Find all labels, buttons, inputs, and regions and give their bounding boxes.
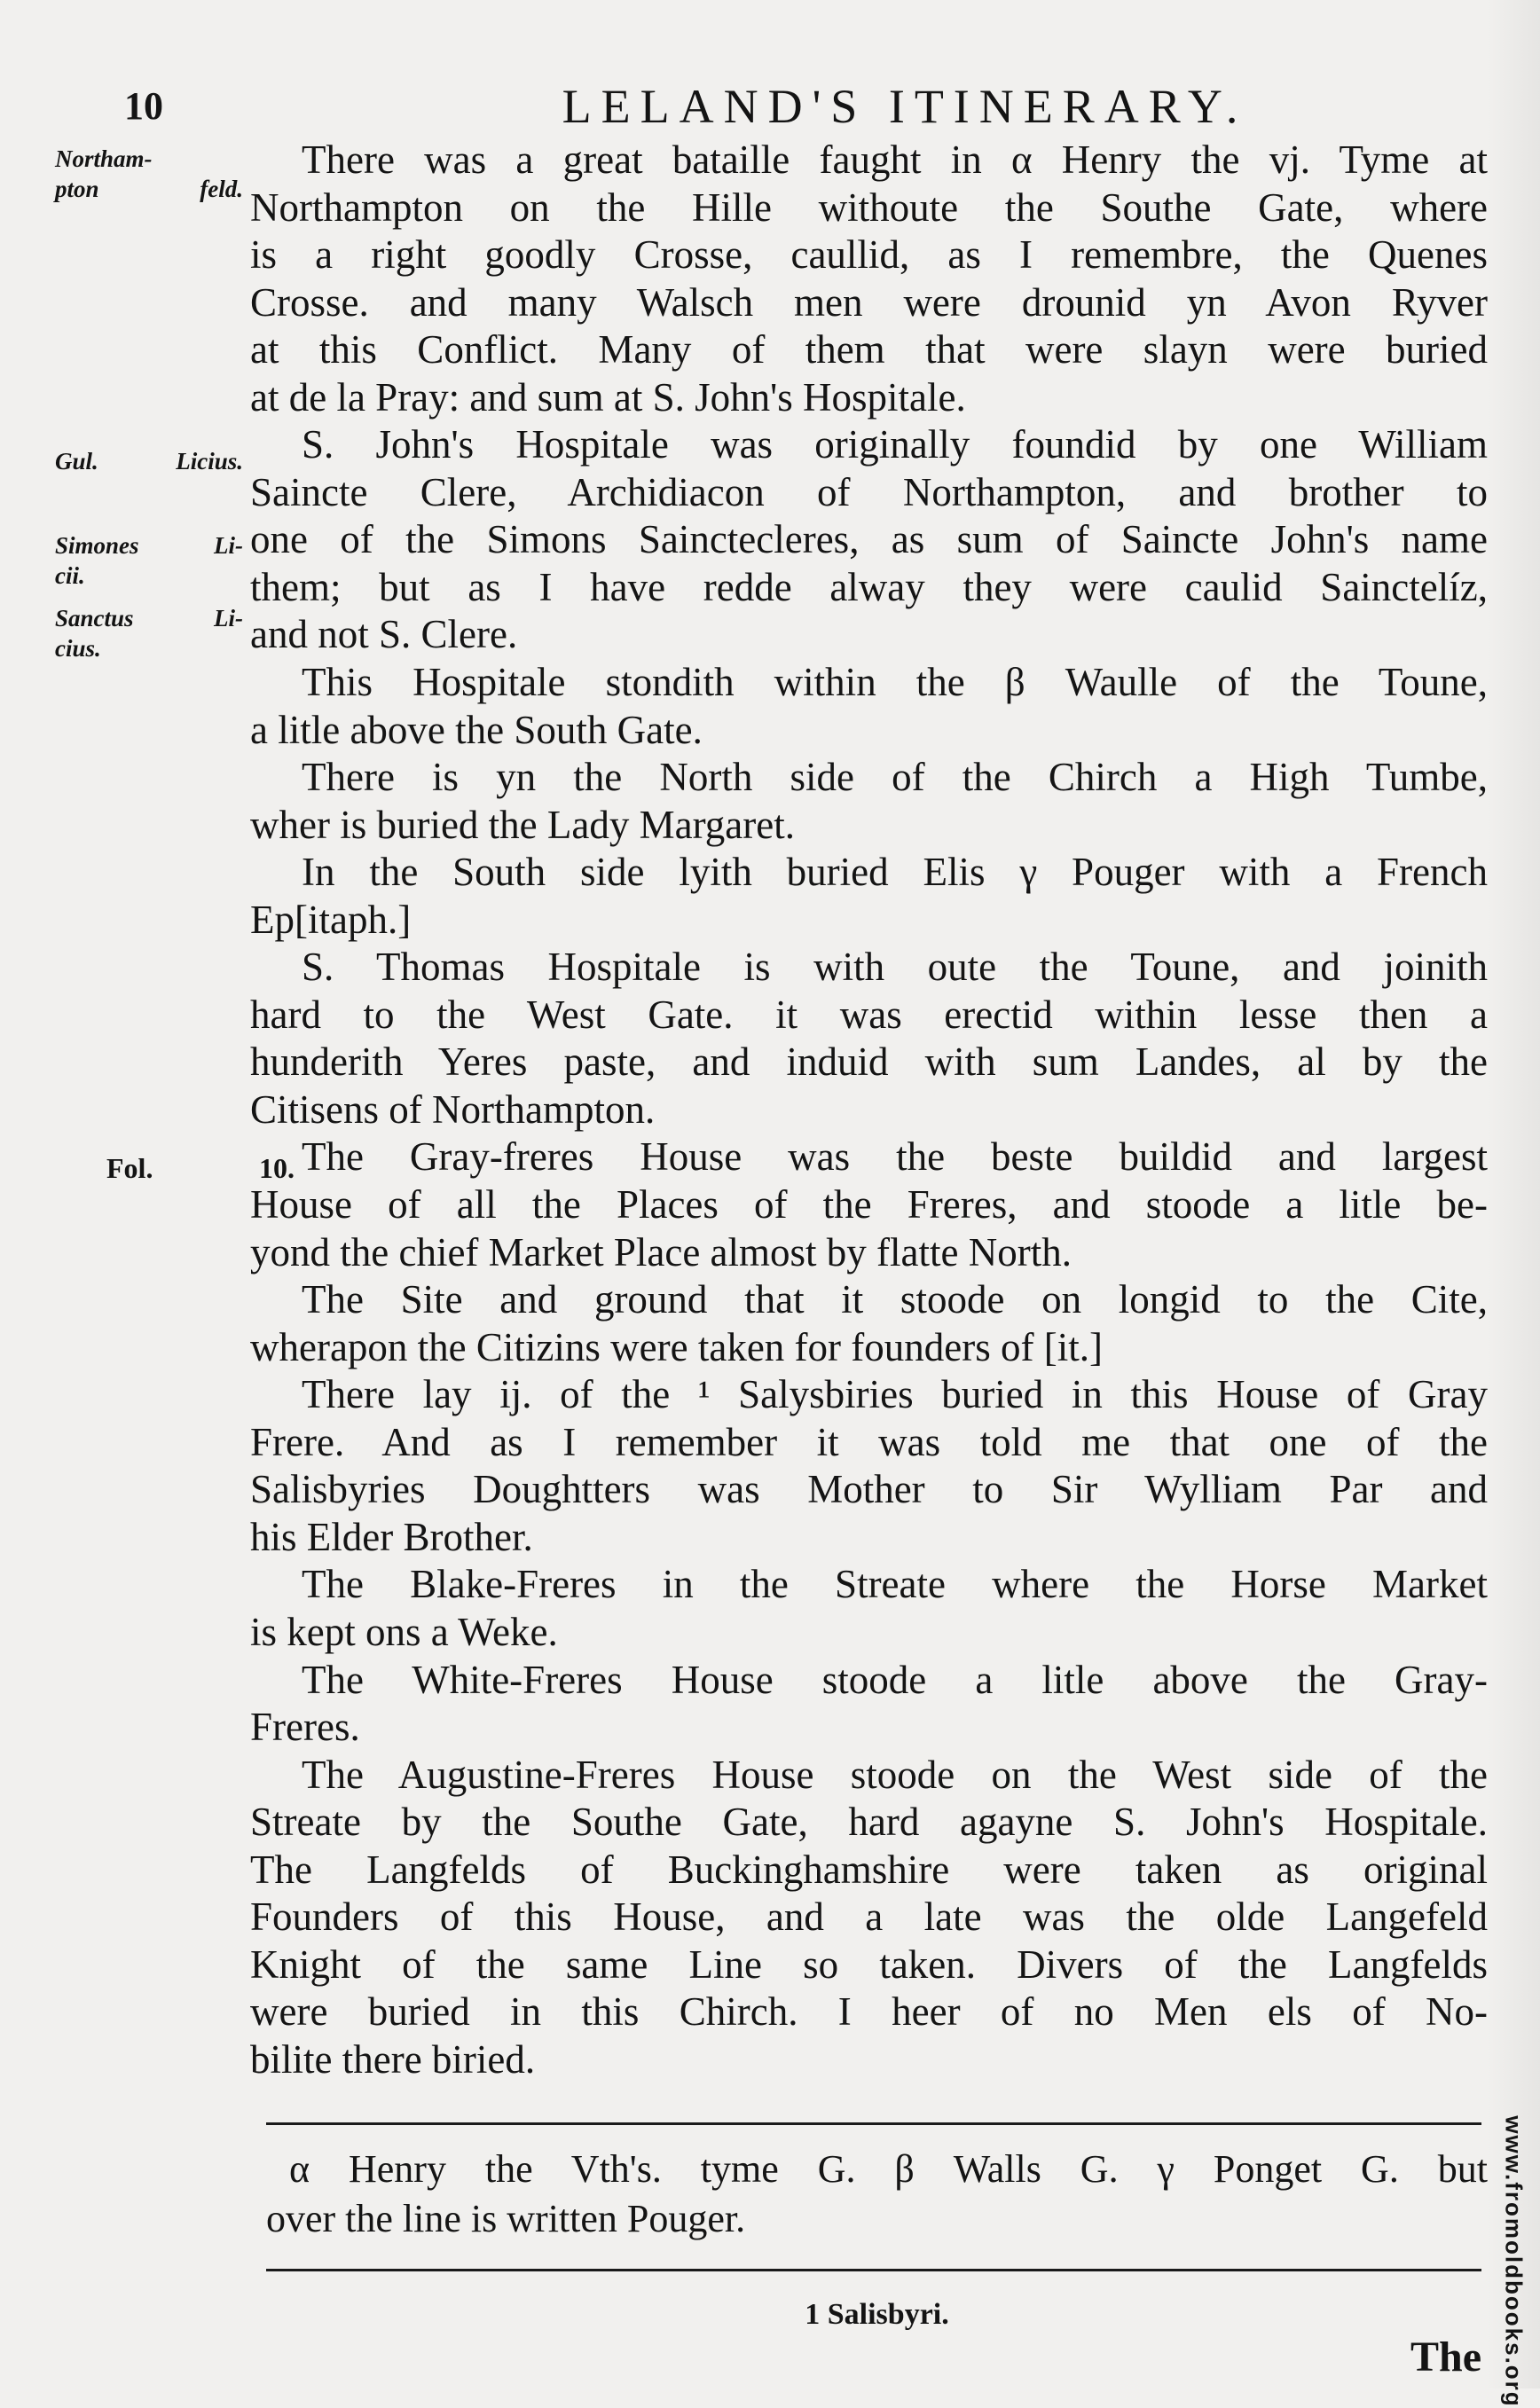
text-line: Frere. And as I remember it was told me that one of the bbox=[250, 1419, 1488, 1464]
text-line: one of the Simons Sainctecleres, as sum of Saincte John's name bbox=[250, 517, 1488, 562]
text-line: at de la Pray: and sum at S. John's Hospitale. bbox=[250, 374, 966, 420]
footnote-line: α Henry the Vth's. tyme G. β Walls G. γ Ponget G. but bbox=[289, 2147, 1488, 2191]
text-line: Freres. bbox=[250, 1705, 360, 1750]
paragraph-white-freres bbox=[250, 1657, 1488, 1752]
text-line: There is yn the North side of the Chirch a High Tumbe, bbox=[302, 755, 1488, 800]
text-line: The Blake-Freres in the Streate where the Horse Market bbox=[302, 1562, 1488, 1607]
running-title: LELAND'S ITINERARY. bbox=[562, 80, 1248, 133]
text-line: Citisens of Northampton. bbox=[250, 1086, 656, 1132]
margin-note-line: Fol. 10. bbox=[106, 1152, 295, 1184]
margin-note-northampton-field bbox=[55, 144, 243, 204]
text-line: House of all the Places of the Freres, and stoode a litle be- bbox=[250, 1182, 1488, 1228]
footnote-rule-bottom bbox=[266, 2269, 1481, 2271]
text-line: yond the chief Market Place almost by flatte North. bbox=[250, 1229, 1072, 1275]
text-line: There lay ij. of the ¹ Salysbiries buried in this House of Gray bbox=[302, 1372, 1488, 1417]
text-line: Founders of this House, and a late was the olde Langefeld bbox=[250, 1894, 1488, 1940]
paragraph-st-thomas bbox=[250, 944, 1488, 1133]
text-line: wher is buried the Lady Margaret. bbox=[250, 802, 795, 847]
page-header bbox=[124, 71, 1473, 142]
text-line: hunderith Yeres paste, and induid with sum Landes, al by the bbox=[250, 1039, 1488, 1085]
text-line: hard to the West Gate. it was erectid within lesse then a bbox=[250, 992, 1488, 1037]
catchword: The bbox=[1410, 2333, 1482, 2381]
page-edge-shadow bbox=[1487, 0, 1540, 2388]
text-line: Knight of the same Line so taken. Divers of the Langfelds bbox=[250, 1941, 1488, 1987]
text-line: them; but as I have redde alway they were caulid Sainctelíz, bbox=[250, 564, 1488, 609]
text-line: There was a great bataille faught in α Henry the vj. Tyme at bbox=[302, 137, 1488, 182]
watermark-text: www.fromoldbooks.org bbox=[1500, 2115, 1528, 2408]
margin-note-gul-licius bbox=[55, 446, 243, 476]
text-line: a litle above the South Gate. bbox=[250, 707, 703, 752]
margin-note-line: cius. bbox=[55, 635, 101, 662]
text-line: his Elder Brother. bbox=[250, 1514, 533, 1559]
text-line: were buried in this Chirch. I heer of no Men els of No- bbox=[250, 1989, 1488, 2035]
paragraph-hospitale-location bbox=[250, 659, 1488, 754]
margin-note-line: Gul. Licius. bbox=[55, 448, 243, 475]
text-line: Crosse. and many Walsch men were drounid yn Avon Ryver bbox=[250, 279, 1488, 325]
paragraph-blake-freres bbox=[250, 1561, 1488, 1656]
paragraph-south-side bbox=[250, 849, 1488, 944]
paragraph-high-tumbe bbox=[250, 754, 1488, 849]
paragraph-augustine-freres bbox=[250, 1752, 1488, 2084]
text-line: Streate by the Southe Gate, hard agayne S. John's Hospitale. bbox=[250, 1800, 1488, 1845]
paragraph-battle bbox=[250, 137, 1488, 421]
footnote-rule-top bbox=[266, 2122, 1481, 2125]
text-line: S. Thomas Hospitale is with oute the Toune, and joinith bbox=[302, 945, 1488, 990]
text-line: at this Conflict. Many of them that were slayn were buried bbox=[250, 327, 1488, 373]
text-line: and not S. Clere. bbox=[250, 612, 518, 657]
text-line: is a right goodly Crosse, caullid, as I remembre, the Quenes bbox=[250, 232, 1488, 278]
footnotes bbox=[266, 2145, 1488, 2244]
text-line: S. John's Hospitale was originally foundid by one William bbox=[302, 422, 1488, 467]
watermark bbox=[1496, 2115, 1531, 2408]
body-text bbox=[250, 137, 1488, 2083]
margin-note-line: pton feld. bbox=[55, 176, 243, 202]
paragraph-salysbiries bbox=[250, 1371, 1488, 1561]
margin-note-line: Sanctus Li- bbox=[55, 605, 243, 631]
text-line: In the South side lyith buried Elis γ Pouger with a French bbox=[302, 850, 1488, 895]
page-number: 10 bbox=[124, 84, 163, 128]
margin-note-line: Northam- bbox=[55, 145, 153, 172]
margin-note-line: cii. bbox=[55, 562, 85, 589]
text-line: This Hospitale stondith within the β Waulle of the Toune, bbox=[302, 660, 1488, 705]
margin-note-simones-licii bbox=[55, 530, 243, 591]
margin-note-line: Simones Li- bbox=[55, 532, 243, 559]
text-line: bilite there biried. bbox=[250, 2036, 536, 2082]
margin-note-sanctus-licius bbox=[55, 603, 243, 663]
paragraph-site-ground bbox=[250, 1276, 1488, 1371]
text-line: Saincte Clere, Archidiacon of Northampton, and brother to bbox=[250, 469, 1488, 514]
numbered-footnote: 1 Salisbyri. bbox=[805, 2298, 949, 2331]
text-line: is kept ons a Weke. bbox=[250, 1609, 558, 1654]
text-line: Ep[itaph.] bbox=[250, 897, 412, 942]
footnote-line: over the line is written Pouger. bbox=[266, 2197, 746, 2240]
text-line: The Langfelds of Buckinghamshire were taken as original bbox=[250, 1847, 1488, 1892]
text-line: The Augustine-Freres House stoode on the West side of the bbox=[302, 1752, 1488, 1797]
paragraph-st-johns-founding bbox=[250, 421, 1488, 659]
paragraph-gray-freres bbox=[250, 1133, 1488, 1276]
text-line: The Site and ground that it stoode on longid to the Cite, bbox=[302, 1277, 1488, 1322]
text-line: Northampton on the Hille withoute the Southe Gate, where bbox=[250, 184, 1488, 230]
text-line: Salisbyries Doughtters was Mother to Sir Wylliam Par and bbox=[250, 1467, 1488, 1512]
text-line: The Gray-freres House was the beste buildid and largest bbox=[302, 1134, 1488, 1180]
text-line: wherapon the Citizins were taken for founders of [it.] bbox=[250, 1324, 1103, 1369]
text-line: The White-Freres House stoode a litle above the Gray- bbox=[302, 1657, 1488, 1702]
